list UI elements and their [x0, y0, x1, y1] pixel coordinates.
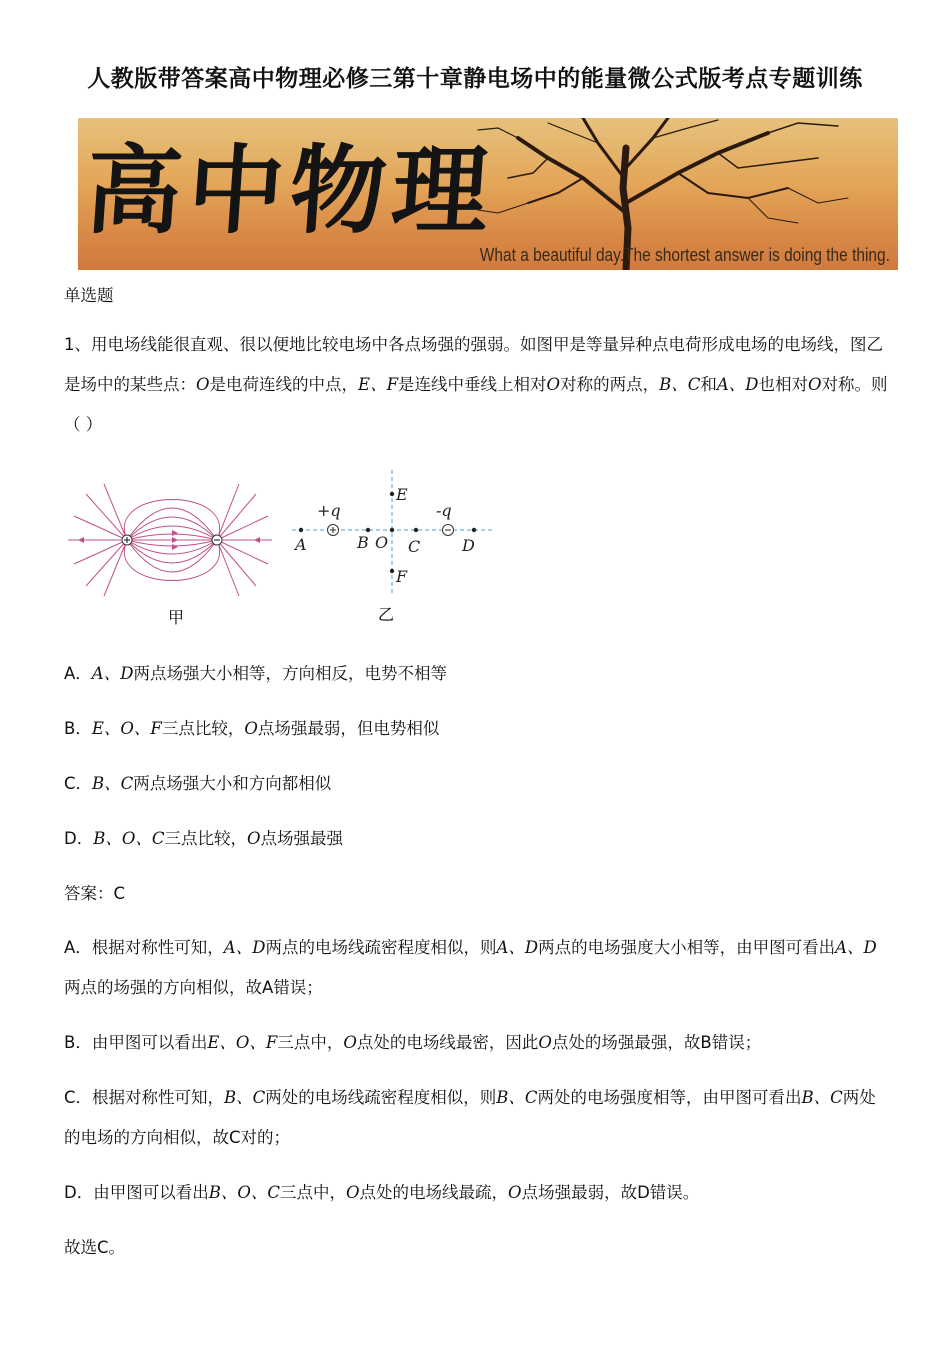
option-b: B．E、O、F三点比较，O点场强最弱，但电势相似 — [64, 719, 440, 738]
label-D: D — [462, 536, 475, 555]
label-E: E — [396, 485, 408, 504]
option-c: C．B、C两点场强大小和方向都相似 — [64, 774, 332, 793]
caption-right: 乙 — [378, 605, 395, 624]
section-heading: 单选题 — [64, 286, 114, 305]
minus-q-label: -q — [436, 501, 452, 520]
dashed-axes — [292, 470, 494, 596]
label-C: C — [408, 537, 421, 556]
label-F: F — [396, 567, 408, 586]
label-O: O — [375, 533, 389, 552]
question-1: 1、用电场线能很直观、很以便地比较电场中各点场强的强弱。如图甲是等量异种点电荷形成电场的电场线，图乙是场中的某些点：O是电荷连线的中点，E、F是连线中垂线上相对O对称的两点，B、C和A、D也相对O对称。则（ ） — [64, 335, 888, 434]
caption-left: 甲 — [168, 608, 185, 627]
explanation-b: B．由甲图可以看出E、O、F三点中，O点处的电场线最密，因此O点处的场强最强，故B错误； — [64, 1033, 762, 1052]
field-diagram — [64, 466, 504, 636]
banner-slogan: What a beautiful day.The shortest answer is doing the thing. — [479, 245, 890, 265]
plus-q-label: +q — [317, 501, 341, 520]
label-A: A — [295, 535, 307, 554]
explanation-c: C．根据对称性可知，B、C两处的电场线疏密程度相似，则B、C两处的电场强度相等，由甲图可看出B、C两处的电场的方向相似，故C对的； — [64, 1088, 876, 1147]
point-D — [472, 528, 476, 532]
point-A — [299, 528, 303, 532]
label-B: B — [357, 533, 369, 552]
field-figure — [64, 466, 504, 640]
explanation-d: D．由甲图可以看出B、O、C三点中，O点处的电场线最疏，O点场强最弱，故D错误。 — [64, 1183, 700, 1202]
option-d: D．B、O、C三点比较，O点场强最强 — [64, 829, 344, 848]
option-a: A．A、D两点场强大小相等，方向相反，电势不相等 — [64, 664, 447, 683]
conclusion: 故选C。 — [64, 1238, 126, 1257]
page-title: 人教版带答案高中物理必修三第十章静电场中的能量微公式版考点专题训练 — [87, 66, 863, 92]
point-E — [390, 492, 394, 496]
banner-image — [78, 118, 898, 270]
point-B — [366, 528, 370, 532]
answer: 答案：C — [64, 884, 126, 903]
field-lines — [68, 484, 272, 596]
explanation-a: A．根据对称性可知，A、D两点的电场线疏密程度相似，则A、D两点的电场强度大小相等，由甲图可看出A、D两点的场强的方向相似，故A错误； — [64, 938, 877, 997]
banner-heading: 高中物理 — [82, 134, 498, 247]
point-C — [414, 528, 418, 532]
point-F — [390, 569, 394, 573]
point-O — [390, 528, 394, 532]
